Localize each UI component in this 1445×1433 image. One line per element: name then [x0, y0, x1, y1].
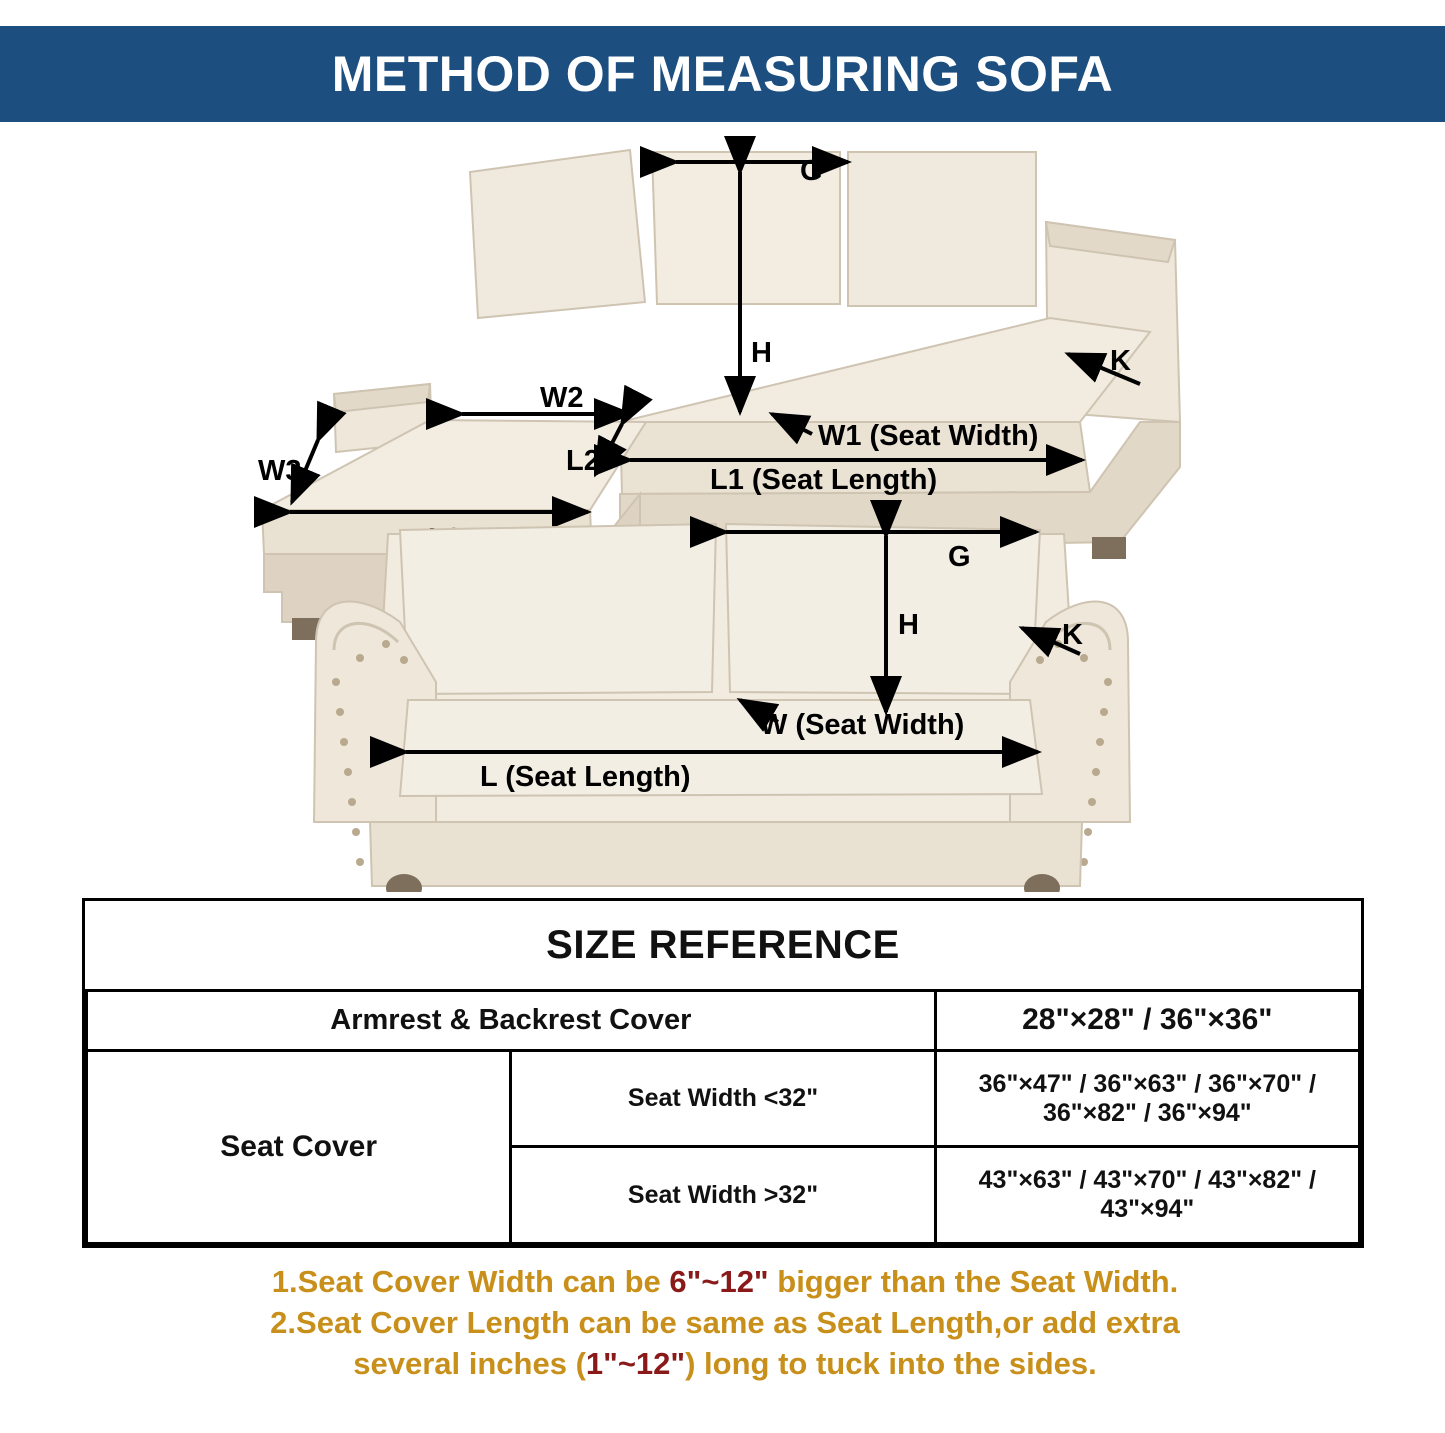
svg-text:H: H: [751, 337, 772, 369]
svg-text:W1 (Seat Width): W1 (Seat Width): [818, 420, 1039, 452]
svg-text:L (Seat Length): L (Seat Length): [480, 761, 691, 793]
table-row: [87, 991, 1360, 1051]
svg-text:W (Seat Width): W (Seat Width): [760, 709, 965, 741]
svg-text:G: G: [948, 541, 971, 573]
table-title: SIZE REFERENCE: [87, 901, 1360, 991]
note-2-highlight: 1"~12": [585, 1345, 686, 1381]
row-value-seat-width-over: 43"×63" / 43"×70" / 43"×82" / 43"×94": [935, 1147, 1359, 1244]
standard-sofa-illustration: [314, 524, 1130, 892]
row-label-armrest: Armrest & Backrest Cover: [87, 991, 936, 1051]
page-title: METHOD OF MEASURING SOFA: [331, 46, 1114, 102]
note-2-part-c: ) long to tuck into the sides.: [685, 1345, 1097, 1381]
svg-text:G: G: [800, 155, 823, 187]
size-reference-table: [82, 898, 1364, 1248]
row-sublabel-seat-width-over: Seat Width >32": [511, 1147, 935, 1244]
svg-text:L2: L2: [566, 445, 600, 477]
page-header: [0, 26, 1445, 122]
svg-text:K: K: [1062, 619, 1083, 651]
notes-section: [60, 1262, 1390, 1385]
row-sublabel-seat-width-under: Seat Width <32": [511, 1050, 935, 1147]
note-1-part-b: bigger than the Seat Width.: [768, 1264, 1179, 1299]
note-2: [60, 1303, 1390, 1385]
note-1: [60, 1262, 1390, 1303]
row-value-seat-width-under: 36"×47" / 36"×63" / 36"×70" / 36"×82" / 36"×94": [935, 1050, 1359, 1147]
svg-text:W2: W2: [540, 382, 584, 414]
note-2-line-2: [60, 1344, 1390, 1385]
table-row-title: [87, 901, 1360, 991]
row-value-armrest: 28"×28" / 36"×36": [935, 991, 1359, 1051]
note-2-part-b: several inches (: [353, 1345, 586, 1381]
note-1-part-a: 1.Seat Cover Width can be: [271, 1264, 670, 1299]
table-row: [87, 1050, 1360, 1147]
svg-text:K: K: [1110, 345, 1131, 377]
note-2-part-a: 2.Seat Cover Length can be same as Seat Length,or add extra: [270, 1304, 1180, 1340]
svg-text:W3: W3: [258, 455, 302, 487]
svg-text:H: H: [898, 609, 919, 641]
measuring-diagram: [0, 122, 1445, 892]
row-label-seat-cover: Seat Cover: [87, 1050, 511, 1243]
svg-text:L1 (Seat Length): L1 (Seat Length): [710, 464, 938, 496]
note-1-highlight: 6"~12": [669, 1264, 769, 1299]
